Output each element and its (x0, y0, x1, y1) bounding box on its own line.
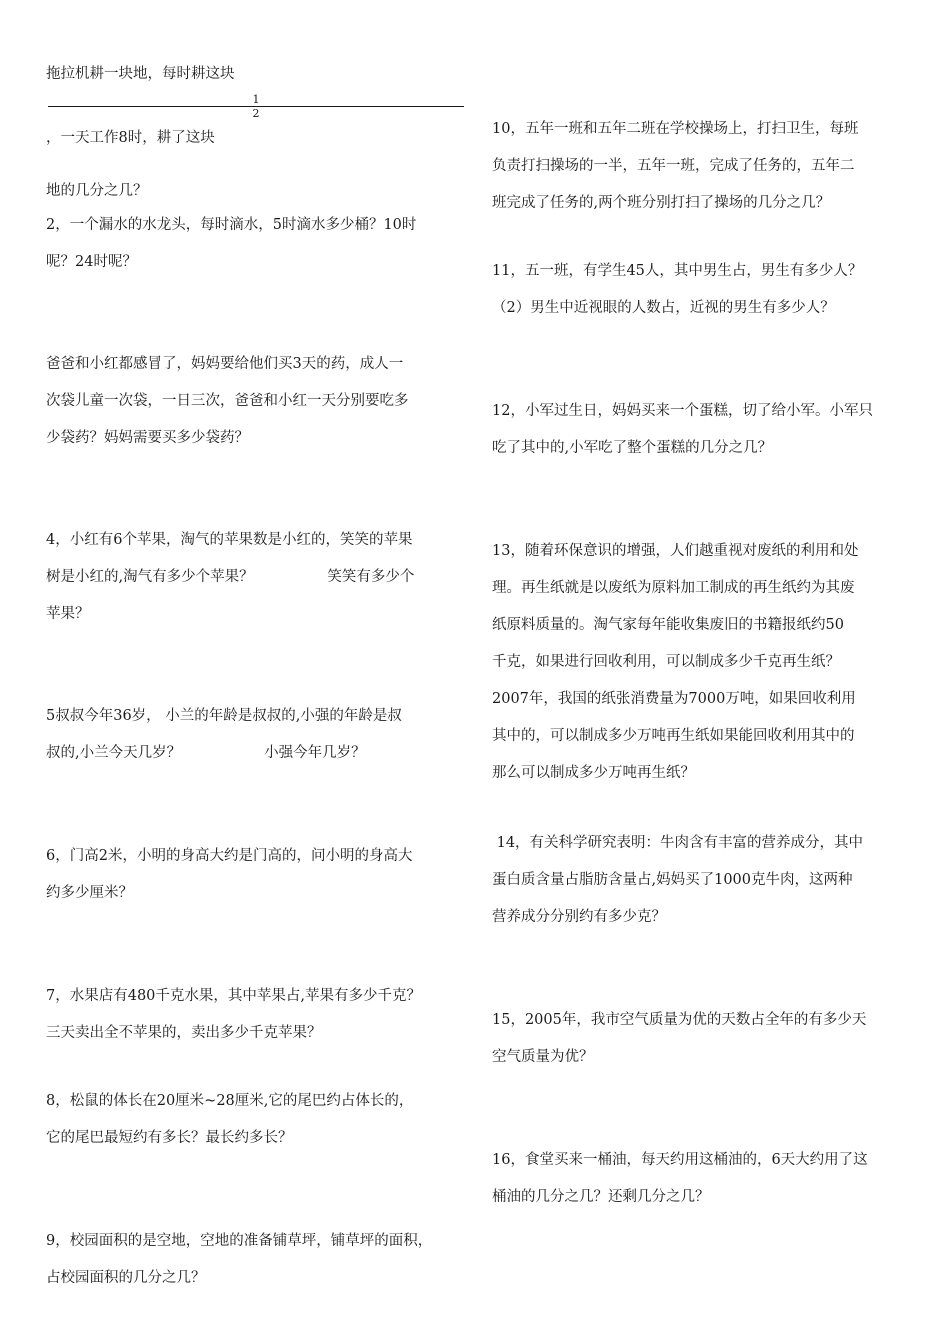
question-line: 苹果？ (46, 606, 90, 622)
question-line: 11，五一班，有学生45人，其中男生占，男生有多少人？ (492, 263, 863, 279)
question-15 (492, 1002, 912, 1076)
question-line: 16，食堂买来一桶油，每天约用这桶油的，6天大约用了这 (492, 1152, 868, 1168)
question-1-line-2: 地的几分之几？ (46, 183, 148, 199)
question-4 (46, 522, 466, 633)
fraction-one-half: 1 2 (48, 93, 464, 120)
question-1-line-1: 拖拉机耕一块地，每时耕这块 1 2 ，一天工作8时，耕了这块 (46, 56, 466, 157)
question-10 (492, 111, 912, 222)
question-line: 营养成分分别约有多少克？ (492, 909, 666, 925)
question-2 (46, 207, 466, 281)
question-line: 千克，如果进行回收利用，可以制成多少千克再生纸？ (492, 654, 840, 670)
question-line: 12，小军过生日，妈妈买来一个蛋糕，切了给小军。小军只 (492, 403, 873, 419)
question-line: 15，2005年，我市空气质量为优的天数占全年的有多少天 (492, 1012, 867, 1028)
question-line: 其中的，可以制成多少万吨再生纸如果能回收利用其中的 (492, 728, 855, 744)
question-line: 叔的,小兰今天几岁？ 小强今年几岁？ (46, 745, 366, 761)
question-line: 负责打扫操场的一半，五年一班，完成了任务的，五年二 (492, 158, 855, 174)
question-line: 9，校园面积的是空地，空地的准备铺草坪，铺草坪的面积， (46, 1233, 433, 1249)
question-line: 那么可以制成多少万吨再生纸？ (492, 765, 695, 781)
question-9 (46, 1223, 466, 1297)
question-line: 8，松鼠的体长在20厘米~28厘米,它的尾巴约占体长的， (46, 1093, 414, 1109)
question-line: 2007年，我国的纸张消费量为7000万吨，如果回收利用 (492, 691, 856, 707)
question-14 (492, 825, 912, 936)
question-16 (492, 1142, 912, 1216)
question-line: 10，五年一班和五年二班在学校操场上，打扫卫生，每班 (492, 121, 859, 137)
question-line: 次袋儿童一次袋，一日三次，爸爸和小红一天分别要吃多 (46, 393, 409, 409)
question-line: 空气质量为优？ (492, 1049, 594, 1065)
question-7 (46, 978, 466, 1052)
question-line: 13，随着环保意识的增强，人们越重视对废纸的利用和处 (492, 543, 859, 559)
question-line: 呢？24时呢？ (46, 254, 137, 270)
question-line: 6，门高2米，小明的身高大约是门高的，问小明的身高大 (46, 848, 413, 864)
question-line: 桶油的几分之几？还剩几分之几？ (492, 1189, 710, 1205)
question-line: 理。再生纸就是以废纸为原料加工制成的再生纸约为其废 (492, 580, 855, 596)
question-line: 7，水果店有480千克水果，其中苹果占,苹果有多少千克？ (46, 988, 422, 1004)
question-line: 班完成了任务的,两个班分别打扫了操场的几分之几？ (492, 195, 831, 211)
question-line: 14，有关科学研究表明：牛肉含有丰富的营养成分，其中 (492, 835, 864, 851)
question-6 (46, 838, 466, 912)
question-line: 爸爸和小红都感冒了，妈妈要给他们买3天的药，成人一 (46, 356, 404, 372)
question-line: 约多少厘米？ (46, 885, 133, 901)
question-line: 它的尾巴最短约有多长？最长约多长？ (46, 1130, 293, 1146)
question-line: 树是小红的,淘气有多少个苹果？ 笑笑有多少个 (46, 569, 415, 585)
question-11 (492, 253, 912, 327)
question-line: 占校园面积的几分之几？ (46, 1270, 206, 1286)
question-line: 2，一个漏水的水龙头，每时滴水，5时滴水多少桶？10时 (46, 217, 417, 233)
question-line: 4，小红有6个苹果，淘气的苹果数是小红的，笑笑的苹果 (46, 532, 413, 548)
question-8 (46, 1083, 466, 1157)
question-line: 蛋白质含量占脂肪含量占,妈妈买了1000克牛肉，这两种 (492, 872, 853, 888)
question-5 (46, 698, 466, 772)
question-12 (492, 393, 912, 467)
question-3 (46, 346, 466, 457)
question-line: 三天卖出全不苹果的，卖出多少千克苹果？ (46, 1025, 322, 1041)
question-line: 5叔叔今年36岁， 小兰的年龄是叔叔的,小强的年龄是叔 (46, 708, 402, 724)
question-13 (492, 533, 912, 792)
question-line: 吃了其中的,小军吃了整个蛋糕的几分之几？ (492, 440, 773, 456)
question-line: 纸原料质量的。淘气家每年能收集废旧的书籍报纸约50 (492, 617, 844, 633)
question-line: 少袋药？妈妈需要买多少袋药？ (46, 430, 249, 446)
question-1 (46, 56, 466, 210)
question-line: （2）男生中近视眼的人数占，近视的男生有多少人？ (492, 300, 835, 316)
